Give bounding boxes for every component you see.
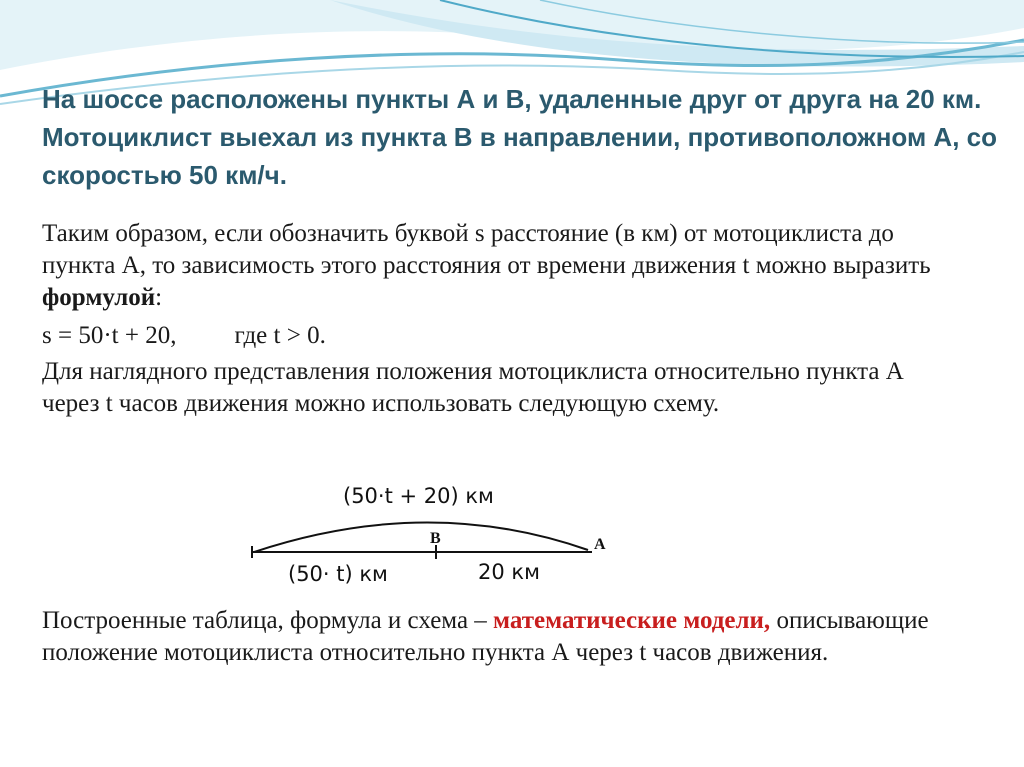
paragraph-conclusion-end: описывающие положение мотоциклиста относительно пункта А через t часов движения.: [42, 607, 929, 666]
paragraph-conclusion: [42, 605, 992, 669]
scheme-right-label: 20 км: [478, 560, 540, 584]
scheme-point-a: A: [594, 536, 606, 553]
scheme-point-b: B: [430, 530, 441, 547]
scheme-top-label: (50·t + 20) км: [343, 484, 494, 508]
motorcyclist-scheme: [238, 466, 628, 596]
formula-line: [42, 320, 942, 352]
paragraph-formula-intro-end: :: [155, 284, 163, 311]
paragraph-formula-intro-text: Таким образом, если обозначить буквой s расстояние (в км) от мотоциклиста до пункта А, то зависимость этого расстояния от времени движения t можно выразить: [42, 220, 931, 279]
formula-word: формулой: [42, 284, 156, 311]
scheme-total-arc: [254, 522, 588, 552]
paragraph-formula-intro: [42, 218, 942, 314]
math-models-highlight: математические модели,: [493, 607, 771, 634]
formula-expression: s = 50·t + 20,: [42, 322, 177, 349]
paragraph-conclusion-text: Построенные таблица, формула и схема –: [42, 607, 494, 634]
formula-condition: где t > 0.: [234, 322, 326, 349]
slide-title: На шоссе расположены пункты А и В, удаленные друг от друга на 20 км. Мотоциклист выехал из пункта В в направлении, противоположном А, со скоростью 50 км/ч.: [42, 84, 997, 190]
scheme-left-label: (50· t) км: [288, 562, 388, 586]
paragraph-scheme-intro: Для наглядного представления положения мотоциклиста относительно пункта А через t часов движения можно использовать следующую схему.: [42, 358, 904, 417]
